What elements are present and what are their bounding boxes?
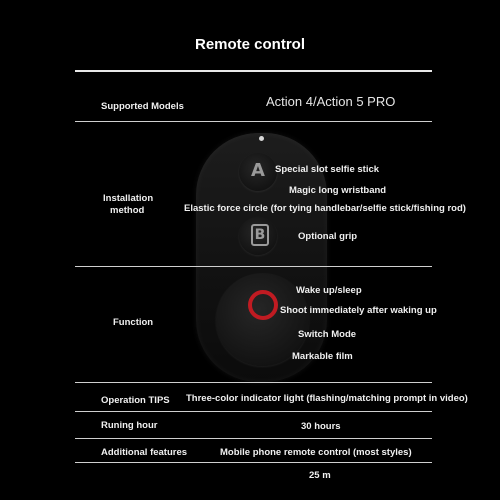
function-label: Function bbox=[113, 317, 154, 328]
shutter-ring-icon bbox=[248, 290, 278, 320]
function-item: Markable film bbox=[292, 351, 353, 362]
installation-label-line2: method bbox=[110, 205, 145, 216]
installation-label-line1: Installation bbox=[103, 193, 154, 204]
divider bbox=[75, 266, 432, 267]
running-hour-label: Runing hour bbox=[101, 420, 158, 431]
divider bbox=[75, 438, 432, 439]
divider bbox=[75, 382, 432, 383]
function-item: Wake up/sleep bbox=[296, 285, 362, 296]
additional-features-value: Mobile phone remote control (most styles) bbox=[220, 447, 412, 458]
additional-features-range: 25 m bbox=[309, 470, 331, 481]
operation-tips-value: Three-color indicator light (flashing/matching prompt in video) bbox=[186, 393, 468, 404]
button-a-logo-icon: A bbox=[251, 160, 265, 181]
indicator-led bbox=[259, 136, 264, 141]
divider bbox=[75, 411, 432, 412]
divider bbox=[75, 70, 432, 72]
supported-models-value: Action 4/Action 5 PRO bbox=[266, 94, 396, 109]
page-title: Remote control bbox=[194, 36, 305, 53]
installation-item: Optional grip bbox=[298, 231, 358, 242]
button-b-logo-icon: B bbox=[251, 224, 269, 246]
additional-features-label: Additional features bbox=[101, 447, 188, 458]
supported-models-label: Supported Models bbox=[101, 101, 184, 112]
divider bbox=[75, 121, 432, 122]
installation-item: Magic long wristband bbox=[289, 185, 387, 196]
installation-item: Elastic force circle (for tying handlebar/selfie stick/fishing rod) bbox=[184, 203, 466, 214]
divider bbox=[75, 462, 432, 463]
function-item: Switch Mode bbox=[298, 329, 357, 340]
function-item: Shoot immediately after waking up bbox=[280, 305, 437, 316]
running-hour-value: 30 hours bbox=[301, 421, 341, 432]
installation-item: Special slot selfie stick bbox=[275, 164, 380, 175]
operation-tips-label: Operation TIPS bbox=[101, 395, 170, 406]
